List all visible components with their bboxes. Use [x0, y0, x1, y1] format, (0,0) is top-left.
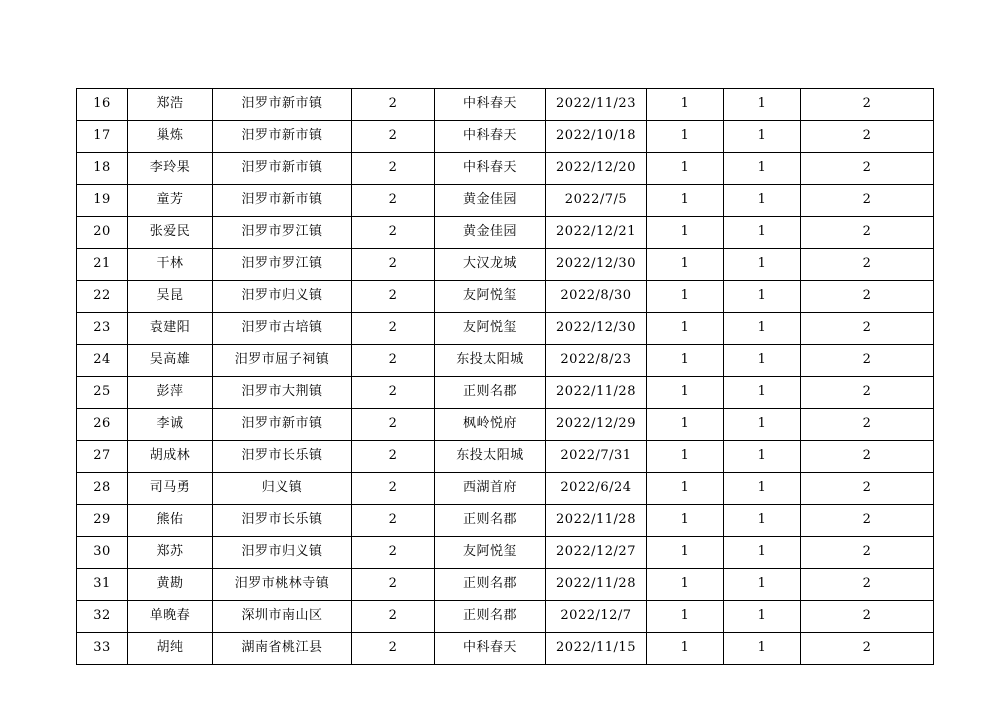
- cell-date: 2022/11/15: [546, 633, 647, 665]
- cell-name: 吴昆: [128, 281, 213, 313]
- cell-date: 2022/11/28: [546, 569, 647, 601]
- cell-total: 2: [801, 249, 934, 281]
- cell-date: 2022/12/20: [546, 153, 647, 185]
- cell-a: 1: [647, 89, 724, 121]
- cell-date: 2022/11/23: [546, 89, 647, 121]
- cell-index: 31: [77, 569, 128, 601]
- cell-name: 司马勇: [128, 473, 213, 505]
- cell-quantity: 2: [352, 121, 435, 153]
- table-row: [77, 121, 934, 153]
- cell-date: 2022/8/30: [546, 281, 647, 313]
- cell-address: 湖南省桃江县: [213, 633, 352, 665]
- cell-project: 友阿悦玺: [435, 313, 546, 345]
- cell-b: 1: [724, 313, 801, 345]
- cell-a: 1: [647, 281, 724, 313]
- cell-date: 2022/6/24: [546, 473, 647, 505]
- cell-a: 1: [647, 345, 724, 377]
- cell-quantity: 2: [352, 505, 435, 537]
- cell-index: 16: [77, 89, 128, 121]
- table-row: [77, 89, 934, 121]
- cell-b: 1: [724, 569, 801, 601]
- cell-a: 1: [647, 153, 724, 185]
- cell-b: 1: [724, 377, 801, 409]
- table-row: [77, 281, 934, 313]
- cell-a: 1: [647, 601, 724, 633]
- table-row: [77, 505, 934, 537]
- cell-quantity: 2: [352, 153, 435, 185]
- cell-index: 17: [77, 121, 128, 153]
- cell-index: 21: [77, 249, 128, 281]
- cell-name: 郑苏: [128, 537, 213, 569]
- cell-index: 26: [77, 409, 128, 441]
- cell-b: 1: [724, 601, 801, 633]
- cell-project: 东投太阳城: [435, 345, 546, 377]
- cell-name: 李诚: [128, 409, 213, 441]
- cell-total: 2: [801, 89, 934, 121]
- cell-b: 1: [724, 473, 801, 505]
- cell-project: 中科春天: [435, 633, 546, 665]
- table-row: [77, 633, 934, 665]
- cell-quantity: 2: [352, 537, 435, 569]
- cell-b: 1: [724, 281, 801, 313]
- cell-project: 正则名郡: [435, 569, 546, 601]
- cell-project: 中科春天: [435, 121, 546, 153]
- cell-address: 汨罗市罗江镇: [213, 249, 352, 281]
- cell-address: 汨罗市新市镇: [213, 89, 352, 121]
- cell-project: 大汉龙城: [435, 249, 546, 281]
- cell-b: 1: [724, 537, 801, 569]
- cell-a: 1: [647, 441, 724, 473]
- cell-name: 彭萍: [128, 377, 213, 409]
- cell-total: 2: [801, 569, 934, 601]
- table-row: [77, 345, 934, 377]
- cell-name: 干林: [128, 249, 213, 281]
- cell-b: 1: [724, 505, 801, 537]
- cell-address: 汨罗市古培镇: [213, 313, 352, 345]
- cell-total: 2: [801, 409, 934, 441]
- cell-index: 24: [77, 345, 128, 377]
- cell-date: 2022/12/29: [546, 409, 647, 441]
- cell-quantity: 2: [352, 313, 435, 345]
- cell-address: 汨罗市桃林寺镇: [213, 569, 352, 601]
- cell-project: 东投太阳城: [435, 441, 546, 473]
- cell-project: 黄金佳园: [435, 217, 546, 249]
- cell-index: 30: [77, 537, 128, 569]
- cell-total: 2: [801, 633, 934, 665]
- cell-a: 1: [647, 633, 724, 665]
- cell-address: 汨罗市屈子祠镇: [213, 345, 352, 377]
- cell-date: 2022/12/7: [546, 601, 647, 633]
- cell-a: 1: [647, 409, 724, 441]
- cell-name: 李玲果: [128, 153, 213, 185]
- cell-date: 2022/7/5: [546, 185, 647, 217]
- cell-quantity: 2: [352, 185, 435, 217]
- table-row: [77, 473, 934, 505]
- cell-name: 胡成林: [128, 441, 213, 473]
- records-table: [76, 88, 934, 665]
- cell-quantity: 2: [352, 89, 435, 121]
- cell-project: 正则名郡: [435, 505, 546, 537]
- cell-address: 汨罗市新市镇: [213, 409, 352, 441]
- cell-index: 27: [77, 441, 128, 473]
- cell-b: 1: [724, 217, 801, 249]
- cell-total: 2: [801, 345, 934, 377]
- cell-quantity: 2: [352, 633, 435, 665]
- table-row: [77, 377, 934, 409]
- cell-total: 2: [801, 121, 934, 153]
- cell-project: 友阿悦玺: [435, 281, 546, 313]
- cell-quantity: 2: [352, 377, 435, 409]
- cell-quantity: 2: [352, 601, 435, 633]
- cell-index: 23: [77, 313, 128, 345]
- cell-b: 1: [724, 409, 801, 441]
- table-row: [77, 537, 934, 569]
- cell-total: 2: [801, 601, 934, 633]
- table-row: [77, 569, 934, 601]
- cell-a: 1: [647, 377, 724, 409]
- cell-quantity: 2: [352, 249, 435, 281]
- cell-date: 2022/10/18: [546, 121, 647, 153]
- table-row: [77, 185, 934, 217]
- cell-b: 1: [724, 121, 801, 153]
- cell-project: 友阿悦玺: [435, 537, 546, 569]
- cell-address: 汨罗市长乐镇: [213, 505, 352, 537]
- cell-a: 1: [647, 505, 724, 537]
- cell-address: 汨罗市新市镇: [213, 185, 352, 217]
- cell-date: 2022/11/28: [546, 505, 647, 537]
- cell-a: 1: [647, 569, 724, 601]
- cell-quantity: 2: [352, 217, 435, 249]
- cell-total: 2: [801, 377, 934, 409]
- cell-a: 1: [647, 537, 724, 569]
- cell-b: 1: [724, 633, 801, 665]
- cell-address: 汨罗市罗江镇: [213, 217, 352, 249]
- cell-index: 20: [77, 217, 128, 249]
- cell-index: 29: [77, 505, 128, 537]
- cell-date: 2022/11/28: [546, 377, 647, 409]
- cell-index: 33: [77, 633, 128, 665]
- cell-name: 张爱民: [128, 217, 213, 249]
- cell-total: 2: [801, 217, 934, 249]
- cell-quantity: 2: [352, 441, 435, 473]
- cell-b: 1: [724, 345, 801, 377]
- cell-date: 2022/8/23: [546, 345, 647, 377]
- cell-project: 枫岭悦府: [435, 409, 546, 441]
- cell-a: 1: [647, 185, 724, 217]
- cell-address: 汨罗市新市镇: [213, 153, 352, 185]
- cell-total: 2: [801, 441, 934, 473]
- table-row: [77, 441, 934, 473]
- cell-total: 2: [801, 185, 934, 217]
- table-row: [77, 313, 934, 345]
- cell-name: 吴高雄: [128, 345, 213, 377]
- cell-a: 1: [647, 313, 724, 345]
- cell-a: 1: [647, 473, 724, 505]
- cell-date: 2022/7/31: [546, 441, 647, 473]
- cell-index: 22: [77, 281, 128, 313]
- cell-project: 正则名郡: [435, 601, 546, 633]
- cell-quantity: 2: [352, 569, 435, 601]
- cell-address: 汨罗市长乐镇: [213, 441, 352, 473]
- cell-name: 单晚春: [128, 601, 213, 633]
- cell-index: 18: [77, 153, 128, 185]
- cell-b: 1: [724, 249, 801, 281]
- cell-quantity: 2: [352, 473, 435, 505]
- cell-date: 2022/12/30: [546, 249, 647, 281]
- cell-project: 西湖首府: [435, 473, 546, 505]
- cell-quantity: 2: [352, 345, 435, 377]
- table-body: [77, 89, 934, 665]
- cell-index: 32: [77, 601, 128, 633]
- cell-a: 1: [647, 249, 724, 281]
- cell-b: 1: [724, 185, 801, 217]
- cell-total: 2: [801, 505, 934, 537]
- cell-address: 深圳市南山区: [213, 601, 352, 633]
- cell-total: 2: [801, 473, 934, 505]
- cell-date: 2022/12/30: [546, 313, 647, 345]
- cell-index: 28: [77, 473, 128, 505]
- cell-quantity: 2: [352, 281, 435, 313]
- cell-project: 正则名郡: [435, 377, 546, 409]
- cell-date: 2022/12/27: [546, 537, 647, 569]
- cell-b: 1: [724, 89, 801, 121]
- cell-name: 胡纯: [128, 633, 213, 665]
- cell-name: 熊佑: [128, 505, 213, 537]
- cell-name: 黄勘: [128, 569, 213, 601]
- table-row: [77, 409, 934, 441]
- cell-total: 2: [801, 153, 934, 185]
- table-row: [77, 601, 934, 633]
- table-container: [76, 88, 924, 665]
- cell-quantity: 2: [352, 409, 435, 441]
- cell-a: 1: [647, 121, 724, 153]
- cell-address: 汨罗市归义镇: [213, 281, 352, 313]
- cell-name: 巢炼: [128, 121, 213, 153]
- cell-project: 中科春天: [435, 89, 546, 121]
- table-row: [77, 249, 934, 281]
- cell-date: 2022/12/21: [546, 217, 647, 249]
- cell-total: 2: [801, 281, 934, 313]
- table-row: [77, 153, 934, 185]
- cell-name: 郑浩: [128, 89, 213, 121]
- cell-name: 童芳: [128, 185, 213, 217]
- cell-index: 19: [77, 185, 128, 217]
- cell-b: 1: [724, 153, 801, 185]
- cell-a: 1: [647, 217, 724, 249]
- cell-total: 2: [801, 537, 934, 569]
- cell-index: 25: [77, 377, 128, 409]
- cell-name: 袁建阳: [128, 313, 213, 345]
- cell-address: 汨罗市大荆镇: [213, 377, 352, 409]
- cell-address: 汨罗市归义镇: [213, 537, 352, 569]
- cell-address: 归义镇: [213, 473, 352, 505]
- cell-address: 汨罗市新市镇: [213, 121, 352, 153]
- table-row: [77, 217, 934, 249]
- cell-project: 中科春天: [435, 153, 546, 185]
- cell-total: 2: [801, 313, 934, 345]
- cell-b: 1: [724, 441, 801, 473]
- cell-project: 黄金佳园: [435, 185, 546, 217]
